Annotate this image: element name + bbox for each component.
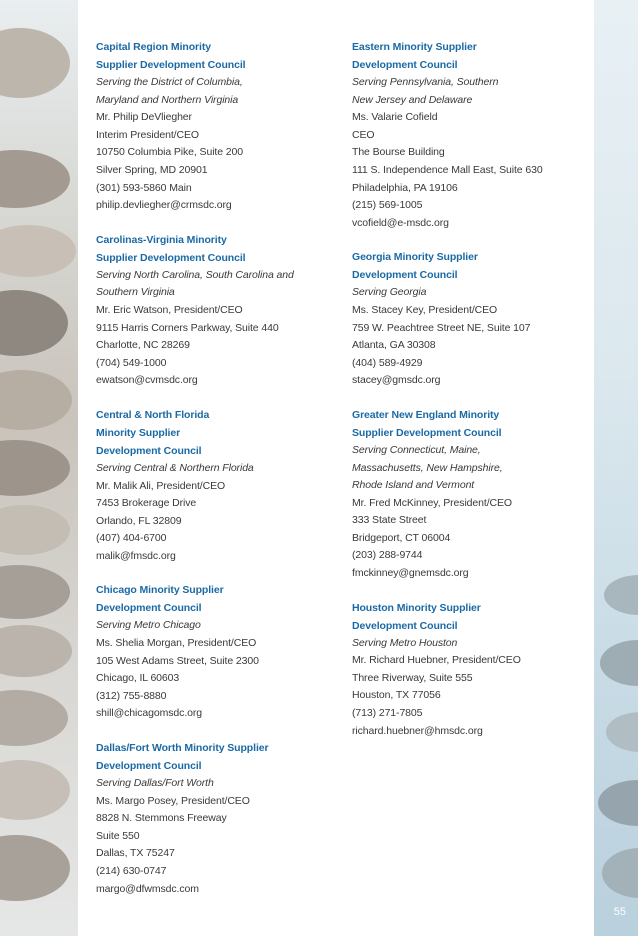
serving-area: Serving Connecticut, Maine, xyxy=(352,443,481,456)
contact-line: 10750 Columbia Pike, Suite 200 xyxy=(96,146,244,159)
council-name: Development Council xyxy=(352,269,458,282)
contact-line: Dallas, TX 75247 xyxy=(96,847,175,860)
serving-area: Serving Metro Chicago xyxy=(96,619,201,632)
serving-area: Serving Metro Houston xyxy=(352,636,458,649)
contact-line: Bridgeport, CT 06004 xyxy=(352,531,451,544)
contact-line: Mr. Philip DeVliegher xyxy=(96,111,192,124)
council-name: Minority Supplier xyxy=(96,426,181,439)
contact-line: (214) 630-0747 xyxy=(96,865,167,877)
council-name: Capital Region Minority xyxy=(96,41,211,53)
contact-line: Ms. Valarie Cofield xyxy=(352,111,438,124)
council-name: Supplier Development Council xyxy=(96,59,246,71)
council-name: Development Council xyxy=(96,444,202,457)
contact-line: Mr. Fred McKinney, President/CEO xyxy=(352,496,512,509)
contact-line: 7453 Brokerage Drive xyxy=(96,497,197,510)
serving-area: Serving Central & Northern Florida xyxy=(96,461,254,474)
stone-shape xyxy=(0,440,70,496)
serving-area: Massachusetts, New Hampshire, xyxy=(352,461,503,474)
contact-line: CEO xyxy=(352,128,375,141)
contact-line: 111 S. Independence Mall East, Suite 630 xyxy=(352,163,543,176)
council-name: Eastern Minority Supplier xyxy=(352,41,477,53)
council-name: Central & North Florida xyxy=(96,408,210,421)
council-name: Chicago Minority Supplier xyxy=(96,584,224,597)
serving-area: Serving Pennsylvania, Southern xyxy=(352,76,499,88)
contact-line: Mr. Malik Ali, President/CEO xyxy=(96,479,226,492)
council-name: Greater New England Minority xyxy=(352,408,500,421)
contact-line: Ms. Margo Posey, President/CEO xyxy=(96,794,250,807)
contact-line: (404) 589-4929 xyxy=(352,356,423,369)
stone-shape xyxy=(598,780,638,826)
contact-line: shill@chicagomsdc.org xyxy=(96,707,203,720)
contact-line: (407) 404-6700 xyxy=(96,532,167,545)
council-name: Development Council xyxy=(352,59,458,71)
council-name: Dallas/Fort Worth Minority Supplier xyxy=(96,742,269,755)
council-entry xyxy=(96,581,346,723)
stone-shape xyxy=(0,565,70,619)
council-name: Development Council xyxy=(352,619,458,632)
contact-line: (301) 593-5860 Main xyxy=(96,181,192,194)
serving-area: New Jersey and Delaware xyxy=(352,93,473,106)
stone-shape xyxy=(0,225,76,277)
stone-shape xyxy=(602,848,638,898)
contact-line: (704) 549-1000 xyxy=(96,356,167,369)
council-name: Development Council xyxy=(96,760,202,773)
contact-line: (203) 288-9744 xyxy=(352,549,423,562)
contact-line: 759 W. Peachtree Street NE, Suite 107 xyxy=(352,321,531,334)
contact-line: fmckinney@gnemsdc.org xyxy=(352,567,469,580)
contact-line: Interim President/CEO xyxy=(96,128,199,141)
stone-shape xyxy=(604,575,638,615)
contact-line: 105 West Adams Street, Suite 2300 xyxy=(96,654,259,667)
contact-line: Philadelphia, PA 19106 xyxy=(352,181,458,194)
contact-line: 333 State Street xyxy=(352,514,427,527)
contact-line: Orlando, FL 32809 xyxy=(96,514,182,527)
council-entry xyxy=(96,406,346,566)
council-entry xyxy=(96,739,346,898)
contact-line: Silver Spring, MD 20901 xyxy=(96,163,208,176)
contact-line: margo@dfwmsdc.com xyxy=(96,882,199,895)
page-number: 55 xyxy=(613,906,626,918)
contact-line: (312) 755-8880 xyxy=(96,689,167,702)
contact-line: Mr. Richard Huebner, President/CEO xyxy=(352,654,521,667)
council-name: Supplier Development Council xyxy=(96,251,246,264)
serving-area: Southern Virginia xyxy=(96,286,175,299)
contact-line: Chicago, IL 60603 xyxy=(96,672,180,685)
serving-area: Rhode Island and Vermont xyxy=(352,479,475,492)
contact-line: (713) 271-7805 xyxy=(352,707,423,720)
council-entry xyxy=(352,248,588,390)
contact-line: richard.huebner@hmsdc.org xyxy=(352,724,483,737)
contact-line: vcofield@e-msdc.org xyxy=(352,216,449,229)
stone-shape xyxy=(600,640,638,686)
contact-line: Ms. Shelia Morgan, President/CEO xyxy=(96,637,257,650)
contact-line: Houston, TX 77056 xyxy=(352,689,441,702)
council-name: Development Council xyxy=(96,602,202,615)
stone-shape xyxy=(0,760,70,820)
stones-image-right xyxy=(594,0,638,936)
right-column xyxy=(352,38,588,756)
contact-line: The Bourse Building xyxy=(352,146,445,159)
contact-line: Atlanta, GA 30308 xyxy=(352,339,436,352)
contact-line: 9115 Harris Corners Parkway, Suite 440 xyxy=(96,321,279,334)
council-entry xyxy=(352,599,588,741)
contact-line: philip.devliegher@crmsdc.org xyxy=(96,199,232,212)
contact-line: 8828 N. Stemmons Freeway xyxy=(96,812,227,825)
stone-shape xyxy=(0,835,70,901)
contact-line: stacey@gmsdc.org xyxy=(352,374,441,387)
contact-line: (215) 569-1005 xyxy=(352,199,423,212)
contact-line: Charlotte, NC 28269 xyxy=(96,339,190,352)
contact-line: ewatson@cvmsdc.org xyxy=(96,374,198,387)
stone-shape xyxy=(0,28,70,98)
contact-line: Suite 550 xyxy=(96,829,140,842)
stone-shape xyxy=(0,370,72,430)
directory-page xyxy=(78,0,594,936)
stone-shape xyxy=(0,690,68,746)
stone-shape xyxy=(606,712,638,752)
serving-area: Serving the District of Columbia, xyxy=(96,76,243,88)
contact-line: malik@fmsdc.org xyxy=(96,549,176,562)
council-name: Georgia Minority Supplier xyxy=(352,251,478,264)
council-entry xyxy=(96,231,346,390)
serving-area: Serving Georgia xyxy=(352,286,427,299)
contact-line: Three Riverway, Suite 555 xyxy=(352,671,473,684)
contact-line: Mr. Eric Watson, President/CEO xyxy=(96,303,243,316)
council-name: Carolinas-Virginia Minority xyxy=(96,233,227,246)
council-entry xyxy=(96,38,346,215)
stone-shape xyxy=(0,150,70,208)
council-entry xyxy=(352,406,588,583)
council-entry xyxy=(352,38,588,232)
council-name: Supplier Development Council xyxy=(352,426,502,439)
stone-shape xyxy=(0,290,68,356)
serving-area: Maryland and Northern Virginia xyxy=(96,93,239,106)
contact-line: Ms. Stacey Key, President/CEO xyxy=(352,303,498,316)
stone-shape xyxy=(0,505,70,555)
stone-shape xyxy=(0,625,72,677)
council-name: Houston Minority Supplier xyxy=(352,601,481,614)
stones-image-left xyxy=(0,0,78,936)
left-column xyxy=(96,38,346,914)
serving-area: Serving Dallas/Fort Worth xyxy=(96,777,214,790)
serving-area: Serving North Carolina, South Carolina and xyxy=(96,268,294,281)
